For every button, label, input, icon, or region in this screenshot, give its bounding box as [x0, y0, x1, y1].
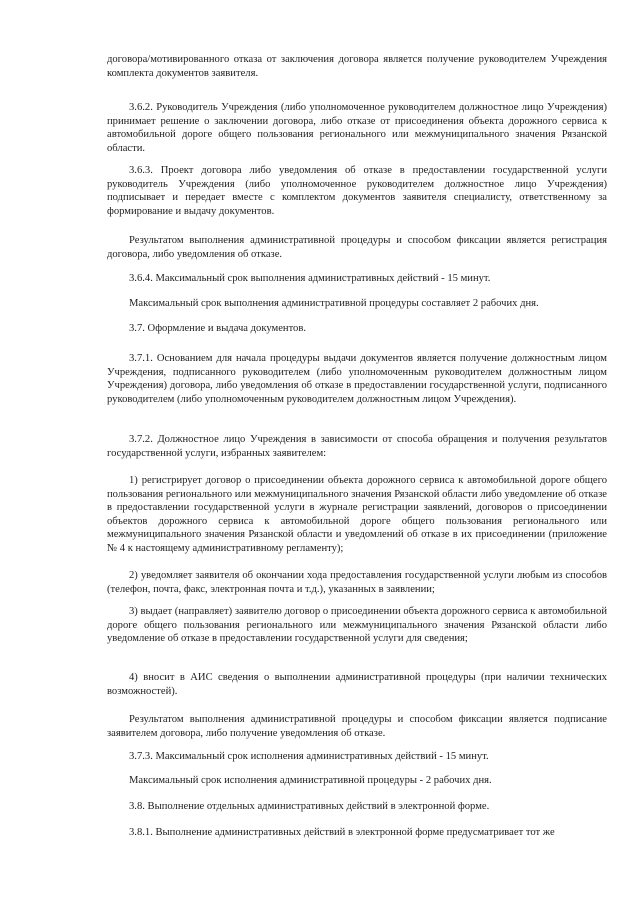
paragraph-9: 3.7.2. Должностное лицо Учреждения в зависимости от способа обращения и получения результатов государственной услуги, избранных заявителем:	[107, 434, 607, 459]
paragraph-7: 3.7. Оформление и выдача документов.	[129, 323, 307, 334]
paragraph-14: Результатом выполнения административной процедуры и способом фиксации является подписание заявителем договора, либо получение уведомления об отказе.	[107, 714, 607, 739]
paragraph-2: 3.6.2. Руководитель Учреждения (либо уполномоченное руководителем должностное лицо Учреждения) принимает решение о заключении договора, либо отказе от присоединения объекта дорожного сервиса к автомобильной дороге общего пользования регионального или межмуниципального значения Рязанской области.	[107, 102, 607, 154]
paragraph-13: 4) вносит в АИС сведения о выполнении административной процедуры (при наличии технических возможностей).	[107, 672, 607, 697]
paragraph-8: 3.7.1. Основанием для начала процедуры выдачи документов является получение должностным лицом Учреждения, подписанного руководителем (либо уполномоченным руководителем должностным лицом Учреждения) договора, либо уведомления об отказе в предоставлении государственной услуги, подписанного руководителем (либо уполномоченным руководителем должностным лицом Учреждения).	[107, 353, 607, 405]
paragraph-1: договора/мотивированного отказа от заключения договора является получение руководителем Учреждения комплекта документов заявителя.	[107, 54, 607, 79]
paragraph-17: 3.8. Выполнение отдельных административных действий в электронной форме.	[129, 801, 490, 812]
paragraph-15: 3.7.3. Максимальный срок исполнения административных действий - 15 минут.	[129, 751, 489, 762]
paragraph-11: 2) уведомляет заявителя об окончании хода предоставления государственной услуги любым из способов (телефон, почта, факс, электронная почта и т.д.), указанных в заявлении;	[107, 570, 607, 595]
paragraph-6: Максимальный срок выполнения административной процедуры составляет 2 рабочих дня.	[129, 298, 539, 309]
paragraph-10: 1) регистрирует договор о присоединении объекта дорожного сервиса к автомобильной дороге общего пользования регионального или межмуниципального значения Рязанской области либо уведомление об отказе в предоставлении государственной услуги в журнале регистрации заявлений, договоров о присоединении объектов дорожного сервиса к автомобильной дороге общего пользования регионального или межмуниципального значения Рязанской области и уведомлений об отказе в их присоединении (приложение № 4 к настоящему административному регламенту);	[107, 475, 607, 554]
paragraph-3: 3.6.3. Проект договора либо уведомления об отказе в предоставлении государственной услуги руководитель Учреждения (либо уполномоченное руководителем должностное лицо Учреждения) подписывает и передает вместе с комплектом документов заявителя специалисту, ответственному за формирование и выдачу документов.	[107, 165, 607, 217]
paragraph-16: Максимальный срок исполнения административной процедуры - 2 рабочих дня.	[129, 775, 492, 786]
paragraph-5: 3.6.4. Максимальный срок выполнения административных действий - 15 минут.	[129, 273, 491, 284]
paragraph-18: 3.8.1. Выполнение административных действий в электронной форме предусматривает тот же	[129, 827, 555, 838]
paragraph-4: Результатом выполнения административной процедуры и способом фиксации является регистрация договора, либо уведомления об отказе.	[107, 235, 607, 260]
paragraph-12: 3) выдает (направляет) заявителю договор о присоединении объекта дорожного сервиса к автомобильной дороге общего пользования регионального или межмуниципального значения Рязанской области либо уведомление об отказе в предоставлении государственной услуги для сведения;	[107, 606, 607, 645]
